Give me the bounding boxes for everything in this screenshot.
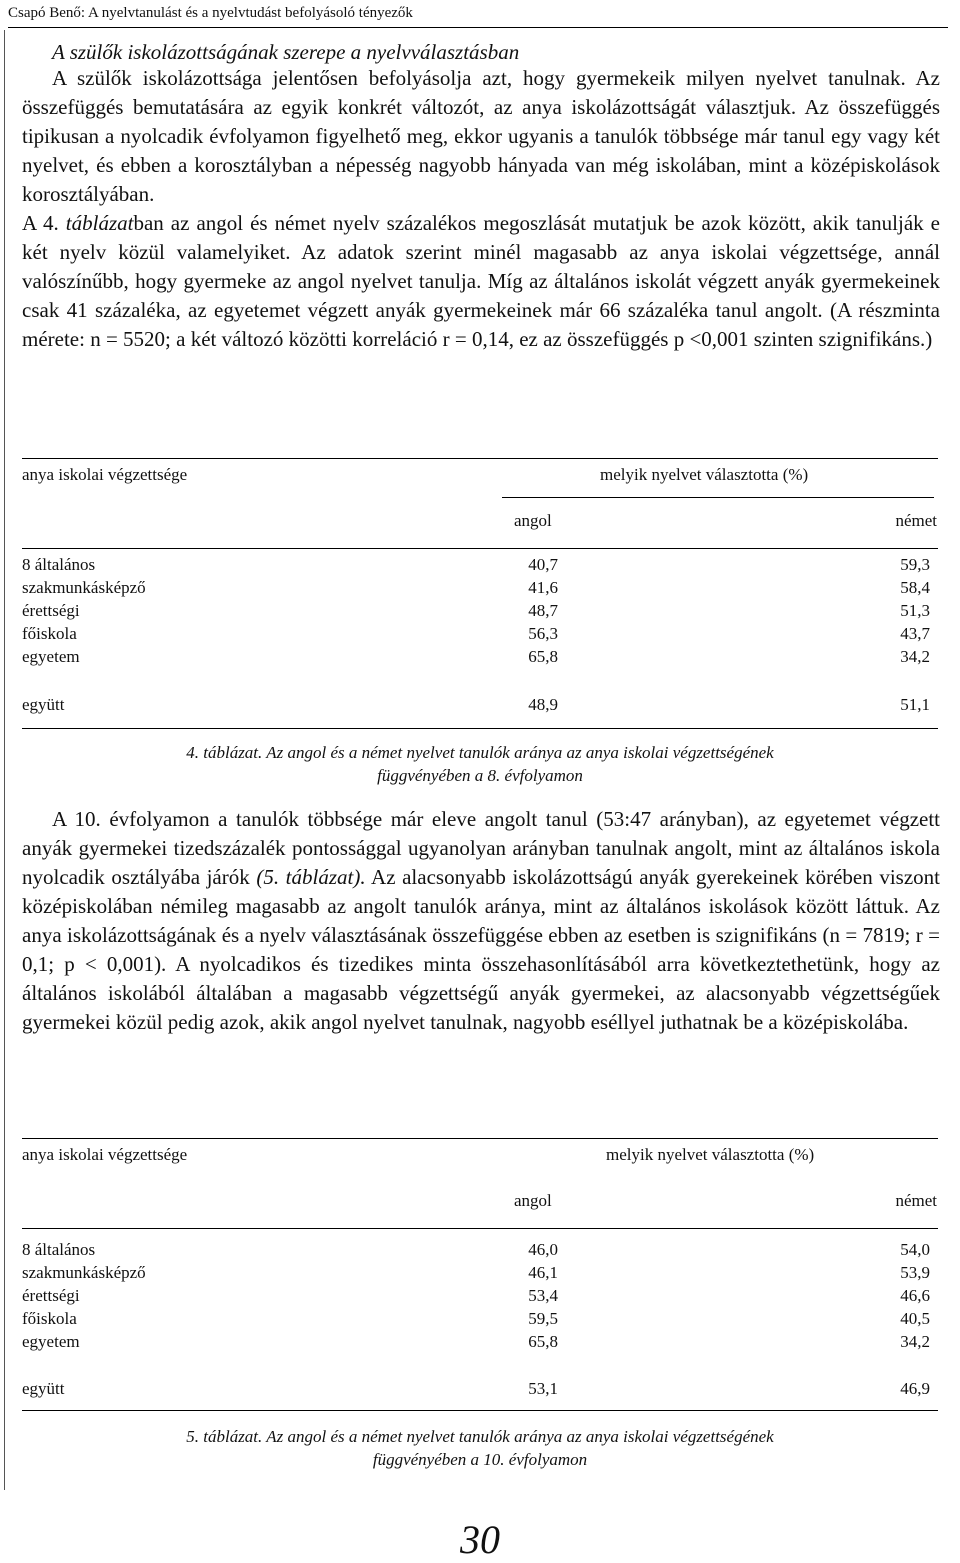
paragraph-2-pre: A 4. — [22, 211, 59, 235]
row-nemet: 58,4 — [900, 578, 930, 597]
caption-line-1: 5. táblázat. Az angol és a német nyelvet tanulók aránya az anya iskolai végzettségének — [186, 1427, 774, 1446]
total-nemet: 51,1 — [900, 695, 930, 714]
paragraph-3 — [22, 805, 940, 1037]
row-category: főiskola — [22, 1309, 77, 1328]
paragraph-1 — [22, 64, 940, 209]
table-rule-mid — [22, 548, 938, 549]
table-row — [22, 578, 938, 601]
row-angol: 65,8 — [528, 647, 558, 666]
table-rule-top — [22, 458, 938, 459]
page-number: 30 — [460, 1517, 500, 1562]
row-nemet: 34,2 — [900, 1332, 930, 1351]
paragraph-3-pre: A 10. évfolyamon a tanulók többsége már eleve angolt tanul (53:47 arányban), az egyetemet végzett anyák gyermekei tizedszázalék pontossággal ugyanolyan arányban tanulnak angolt, mint az általános iskola nyolcadik osztályába járók — [22, 807, 940, 889]
table-reference: (5. táblázat). — [256, 865, 366, 889]
table-rule-top — [22, 1138, 938, 1139]
table-row — [22, 1332, 938, 1355]
row-nemet: 34,2 — [900, 647, 930, 666]
row-nemet: 54,0 — [900, 1240, 930, 1259]
table-5-caption — [80, 1425, 880, 1471]
total-category: együtt — [22, 1379, 65, 1398]
row-nemet: 43,7 — [900, 624, 930, 643]
table-rule-bottom — [22, 728, 938, 729]
table-row — [22, 555, 938, 578]
row-category: egyetem — [22, 647, 80, 666]
header-education: anya iskolai végzettsége — [22, 465, 188, 484]
row-nemet: 40,5 — [900, 1309, 930, 1328]
row-category: érettségi — [22, 1286, 80, 1305]
row-category: 8 általános — [22, 555, 96, 574]
row-nemet: 53,9 — [900, 1263, 930, 1282]
table-row — [22, 647, 938, 670]
caption-line-2: függvényében a 8. évfolyamon — [377, 766, 583, 785]
row-angol: 41,6 — [528, 578, 558, 597]
header-education: anya iskolai végzettsége — [22, 1145, 188, 1164]
caption-line-2: függvényében a 10. évfolyamon — [372, 1450, 588, 1469]
running-head: Csapó Benő: A nyelvtanulást és a nyelvtudást befolyásoló tényezők — [8, 2, 948, 28]
row-angol: 46,0 — [528, 1240, 558, 1259]
total-nemet: 46,9 — [900, 1379, 930, 1398]
header-language-choice: melyik nyelvet választotta (%) — [606, 1145, 815, 1164]
paragraph-3-post: Az alacsonyabb iskolázottságú anyák gyerekeinek körében viszont középiskolában némileg magasabb az angolt tanulók aránya, mint az általános iskolások között láttuk. Az anya iskolázottságának és a nyelv választásának összefüggése ebben az esetben is szignifikáns (n = 7819; r = 0,1; p < 0,001). A nyolcadikos és tizedikes minta összehasonlításából arra következtethetünk, hogy az általános iskolából általában a magasabb végzettségű anyák gyermekei, az alacsonyabb végzettségűek gyermekei közül pedig azok, akik angol nyelvet tanulnak, nagyobb eséllyel juthatnak be a középiskolába. — [22, 865, 940, 1034]
row-category: egyetem — [22, 1332, 80, 1351]
row-angol: 56,3 — [528, 624, 558, 643]
table-rule-sub — [502, 497, 934, 498]
table-row — [22, 1263, 938, 1286]
row-nemet: 51,3 — [900, 601, 930, 620]
margin-rule — [4, 30, 5, 1490]
row-angol: 40,7 — [528, 555, 558, 574]
table-row — [22, 1286, 938, 1309]
header-language-choice: melyik nyelvet választotta (%) — [600, 465, 809, 484]
total-category: együtt — [22, 695, 65, 714]
table-row — [22, 601, 938, 624]
total-angol: 53,1 — [528, 1379, 558, 1398]
row-category: 8 általános — [22, 1240, 96, 1259]
table-reference: táblázat — [65, 211, 134, 235]
table-row — [22, 624, 938, 647]
table-rule-mid — [22, 1228, 938, 1229]
table-4-caption — [80, 741, 880, 787]
header-angol: angol — [514, 511, 552, 530]
section-title: A szülők iskolázottságának szerepe a nyelvválasztásban — [52, 40, 520, 64]
row-category: szakmunkásképző — [22, 1263, 146, 1282]
paragraph-2 — [22, 209, 940, 354]
table-row — [22, 1240, 938, 1263]
table-total-row — [22, 1379, 938, 1402]
header-nemet: német — [895, 1191, 937, 1210]
paragraph-2-post: ban az angol és német nyelv százalékos megoszlását mutatjuk be azok között, akik tanulják e két nyelv közül valamelyiket. Az adatok szerint minél magasabb az anya iskolai végzettsége, annál valószínűbb, hogy gyermeke az angol nyelvet tanulja. Míg az általános iskolát végzett anyák gyermekeinek csak 41 százaléka, az egyetemet végzett anyák gyermekeinek már 66 százaléka tanul angolt. (A részminta mérete: n = 5520; a két változó közötti korreláció r = 0,14, ez az összefüggés p <0,001 szinten szignifikáns.) — [22, 211, 940, 351]
row-category: szakmunkásképző — [22, 578, 146, 597]
table-row — [22, 1309, 938, 1332]
table-total-row — [22, 695, 938, 718]
header-angol: angol — [514, 1191, 552, 1210]
table-rule-bottom — [22, 1410, 938, 1411]
row-angol: 48,7 — [528, 601, 558, 620]
row-nemet: 46,6 — [900, 1286, 930, 1305]
row-category: érettségi — [22, 601, 80, 620]
caption-line-1: 4. táblázat. Az angol és a német nyelvet tanulók aránya az anya iskolai végzettségének — [186, 743, 774, 762]
row-nemet: 59,3 — [900, 555, 930, 574]
row-angol: 65,8 — [528, 1332, 558, 1351]
total-angol: 48,9 — [528, 695, 558, 714]
paragraph-1-text: A szülők iskolázottsága jelentősen befolyásolja azt, hogy gyermekeik milyen nyelvet tanulnak. Az összefüggés bemutatására az egyik konkrét változót, az anya iskolázottságát választjuk. Az összefüggés tipikusan a nyolcadik évfolyamon figyelhető meg, ekkor ugyanis a tanulók többsége már tanul egy vagy két nyelvet, és ebben a korosztályban a népesség nagyobb hányada van még iskolában, mint a középiskolások korosztályában. — [22, 66, 940, 206]
row-category: főiskola — [22, 624, 77, 643]
row-angol: 53,4 — [528, 1286, 558, 1305]
header-nemet: német — [895, 511, 937, 530]
row-angol: 46,1 — [528, 1263, 558, 1282]
row-angol: 59,5 — [528, 1309, 558, 1328]
